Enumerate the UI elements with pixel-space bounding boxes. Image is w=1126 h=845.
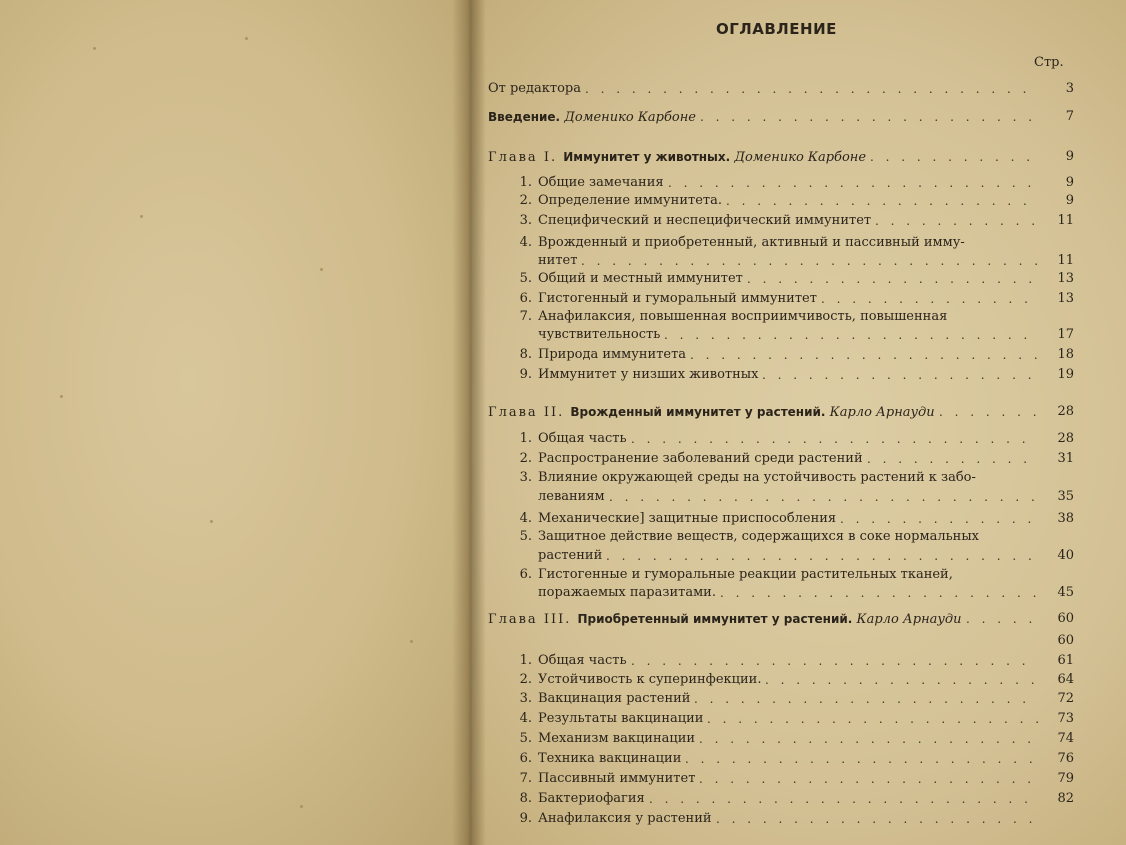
dot-leader — [747, 270, 1038, 288]
toc-row — [0, 790, 1126, 808]
item-number: 7. — [519, 771, 532, 786]
item-text: Влияние окружающей среды на устойчивость растений к забо- — [538, 470, 976, 485]
toc-row — [0, 547, 1126, 565]
toc-row — [0, 652, 1126, 670]
page-number: 13 — [1057, 291, 1074, 306]
item-number: 5. — [519, 731, 532, 746]
item-text-continued: нитет — [538, 253, 578, 268]
toc-item — [512, 346, 690, 364]
toc-item-cont — [538, 584, 720, 602]
page-number: 18 — [1057, 347, 1074, 362]
chapter-author: Доменико Карбоне — [734, 150, 867, 165]
page-number: 60 — [1057, 633, 1074, 648]
item-number: 3. — [519, 213, 532, 228]
toc-item — [512, 730, 699, 748]
page-number: 35 — [1057, 489, 1074, 504]
toc-row — [0, 610, 1126, 628]
item-number: 1. — [519, 175, 532, 190]
dot-leader — [762, 366, 1038, 384]
toc-row — [0, 671, 1126, 689]
dot-leader — [966, 610, 1038, 628]
toc-item — [512, 450, 867, 468]
page-number: 60 — [1057, 611, 1074, 626]
toc-row — [0, 810, 1126, 828]
toc-item — [512, 308, 951, 326]
toc-row — [0, 366, 1126, 384]
toc-item — [512, 192, 726, 210]
toc-row — [0, 584, 1126, 602]
chapter-title: Врожденный иммунитет у растений. — [570, 405, 830, 419]
page-number: 74 — [1057, 731, 1074, 746]
page-number: 28 — [1057, 404, 1074, 419]
item-text: Общая часть — [538, 431, 627, 446]
page-number: 82 — [1057, 791, 1074, 806]
toc-row — [0, 326, 1126, 344]
toc-item — [512, 810, 716, 828]
toc-item — [512, 566, 957, 584]
toc-item — [512, 528, 983, 546]
item-number: 3. — [519, 470, 532, 485]
toc-row — [0, 430, 1126, 448]
toc-row — [0, 148, 1126, 166]
page-number: 38 — [1057, 511, 1074, 526]
dot-leader — [716, 810, 1038, 828]
toc-item — [512, 671, 765, 689]
toc-item — [512, 750, 685, 768]
item-text: Защитное действие веществ, содержащихся в соке нормальных — [538, 529, 979, 544]
item-text: Устойчивость к суперинфекции. — [538, 672, 762, 687]
toc-chapter-heading — [488, 610, 966, 629]
item-number: 9. — [519, 367, 532, 382]
dot-leader — [699, 730, 1038, 748]
dot-leader — [875, 212, 1038, 230]
page-number: 7 — [1065, 109, 1074, 124]
item-number: 4. — [519, 511, 532, 526]
dot-leader — [649, 790, 1038, 808]
toc-row — [0, 346, 1126, 364]
item-number: 2. — [519, 672, 532, 687]
item-number: 8. — [519, 791, 532, 806]
dot-leader — [840, 510, 1038, 528]
page-number: 9 — [1065, 175, 1074, 190]
item-number: 9. — [519, 811, 532, 826]
toc-item — [512, 790, 649, 808]
toc-row — [0, 80, 1126, 98]
toc-row — [0, 488, 1126, 506]
page-number: 76 — [1057, 751, 1074, 766]
toc-row — [0, 212, 1126, 230]
toc-item-cont — [538, 488, 609, 506]
toc-row — [0, 252, 1126, 270]
paper-fleck — [245, 37, 248, 40]
item-text-continued: поражаемых паразитами. — [538, 585, 716, 600]
item-number: 4. — [519, 235, 532, 250]
item-text: Вакцинация растений — [538, 691, 691, 706]
item-text-continued: леваниям — [538, 489, 605, 504]
dot-leader — [631, 652, 1038, 670]
toc-row — [0, 710, 1126, 728]
page-number: 3 — [1065, 81, 1074, 96]
toc-row — [0, 469, 1126, 487]
toc-item — [512, 710, 707, 728]
item-text-continued: растений — [538, 548, 603, 563]
toc-item-cont — [538, 326, 664, 344]
item-text: Врожденный и приобретенный, активный и пассивный имму- — [538, 235, 965, 250]
page-number: 9 — [1065, 193, 1074, 208]
chapter-label: Глава III. — [488, 612, 578, 627]
dot-leader — [700, 108, 1038, 126]
item-text-continued: чувствительность — [538, 327, 661, 342]
toc-row — [0, 632, 1126, 650]
toc-row — [0, 566, 1126, 584]
toc-item — [512, 510, 840, 528]
page-number: 19 — [1057, 367, 1074, 382]
item-text: Специфический и неспецифический иммунитет — [538, 213, 872, 228]
chapter-label: Глава II. — [488, 405, 571, 420]
item-text: Общая часть — [538, 653, 627, 668]
paper-fleck — [60, 395, 63, 398]
dot-leader — [707, 710, 1038, 728]
item-text: Анафилаксия у растений — [538, 811, 712, 826]
chapter-title: Приобретенный иммунитет у растений. — [577, 612, 857, 626]
chapter-label: Глава I. — [488, 150, 564, 165]
page-number: 28 — [1057, 431, 1074, 446]
page-title: ОГЛАВЛЕНИЕ — [716, 20, 837, 38]
toc-item — [512, 174, 668, 192]
dot-leader — [606, 547, 1038, 565]
toc-row — [0, 770, 1126, 788]
dot-leader — [585, 80, 1038, 98]
dot-leader — [694, 690, 1038, 708]
page-number: 72 — [1057, 691, 1074, 706]
item-number: 5. — [519, 529, 532, 544]
toc-row — [0, 308, 1126, 326]
page-number: 40 — [1057, 548, 1074, 563]
dot-leader — [821, 290, 1038, 308]
front-lead: Введение. — [488, 110, 565, 124]
item-number: 3. — [519, 691, 532, 706]
toc-front-item — [488, 80, 585, 98]
item-number: 7. — [519, 309, 532, 324]
toc-chapter-heading — [488, 403, 939, 422]
dot-leader — [939, 403, 1038, 421]
item-number: 4. — [519, 711, 532, 726]
toc-item-cont — [538, 252, 581, 270]
item-number: 6. — [519, 567, 532, 582]
page-number: 64 — [1057, 672, 1074, 687]
item-text: Гистогенный и гуморальный иммунитет — [538, 291, 817, 306]
page-number: 13 — [1057, 271, 1074, 286]
page-number: 73 — [1057, 711, 1074, 726]
item-text: Общий и местный иммунитет — [538, 271, 743, 286]
toc-item — [512, 690, 694, 708]
toc-row — [0, 192, 1126, 210]
dot-leader — [726, 192, 1038, 210]
toc-row — [0, 270, 1126, 288]
toc-row — [0, 234, 1126, 252]
toc-item — [512, 270, 747, 288]
item-text: Бактериофагия — [538, 791, 645, 806]
toc-item — [512, 430, 631, 448]
page-number: 9 — [1065, 149, 1074, 164]
item-text: Механизм вакцинации — [538, 731, 696, 746]
dot-leader — [581, 252, 1038, 270]
item-text: Гистогенные и гуморальные реакции растительных тканей, — [538, 567, 953, 582]
item-text: Пассивный иммунитет — [538, 771, 696, 786]
toc-item — [512, 290, 821, 308]
toc-row — [0, 450, 1126, 468]
chapter-title: Иммунитет у животных. — [563, 150, 735, 164]
page-number: 79 — [1057, 771, 1074, 786]
toc-row — [0, 403, 1126, 421]
toc-item — [512, 770, 699, 788]
toc-item — [512, 212, 875, 230]
toc-item — [512, 652, 631, 670]
item-text: Анафилаксия, повышенная восприимчивость, повышенная — [538, 309, 948, 324]
toc-item-cont — [538, 547, 606, 565]
page-number: 11 — [1057, 253, 1074, 268]
dot-leader — [664, 326, 1038, 344]
toc-row — [0, 510, 1126, 528]
toc-row — [0, 528, 1126, 546]
front-text: От редактора — [488, 81, 581, 96]
toc-item — [512, 234, 969, 252]
toc-item — [512, 469, 980, 487]
item-text: Общие замечания — [538, 175, 664, 190]
item-text: Техника вакцинации — [538, 751, 682, 766]
dot-leader — [690, 346, 1038, 364]
item-text: Механические] защитные приспособления — [538, 511, 837, 526]
page-number: 11 — [1057, 213, 1074, 228]
dot-leader — [720, 584, 1038, 602]
toc-row — [0, 108, 1126, 126]
dot-leader — [699, 770, 1038, 788]
item-number: 1. — [519, 653, 532, 668]
toc-front-item — [488, 108, 700, 127]
item-text: Результаты вакцинации — [538, 711, 704, 726]
page-number: 61 — [1057, 653, 1074, 668]
item-number: 2. — [519, 451, 532, 466]
item-number: 1. — [519, 431, 532, 446]
item-number: 6. — [519, 751, 532, 766]
item-text: Природа иммунитета — [538, 347, 687, 362]
toc-item — [512, 366, 762, 384]
item-text: Определение иммунитета. — [538, 193, 722, 208]
toc-row — [0, 174, 1126, 192]
page-number: 45 — [1057, 585, 1074, 600]
item-text: Иммунитет у низших животных — [538, 367, 759, 382]
dot-leader — [609, 488, 1038, 506]
toc-row — [0, 690, 1126, 708]
item-number: 2. — [519, 193, 532, 208]
page-number: 17 — [1057, 327, 1074, 342]
dot-leader — [631, 430, 1038, 448]
dot-leader — [668, 174, 1038, 192]
item-number: 6. — [519, 291, 532, 306]
toc-chapter-heading — [488, 148, 870, 167]
item-number: 5. — [519, 271, 532, 286]
dot-leader — [867, 450, 1038, 468]
page-number: 31 — [1057, 451, 1074, 466]
page-column-label: Стр. — [1034, 55, 1064, 70]
chapter-author: Карло Арнауди — [856, 612, 962, 627]
toc-row — [0, 290, 1126, 308]
dot-leader — [870, 148, 1038, 166]
dot-leader — [765, 671, 1038, 689]
item-text: Распространение заболеваний среди растений — [538, 451, 863, 466]
toc-row — [0, 730, 1126, 748]
chapter-author: Карло Арнауди — [829, 405, 935, 420]
paper-fleck — [93, 47, 96, 50]
dot-leader — [685, 750, 1038, 768]
item-number: 8. — [519, 347, 532, 362]
toc-row — [0, 750, 1126, 768]
front-author: Доменико Карбоне — [564, 110, 696, 125]
